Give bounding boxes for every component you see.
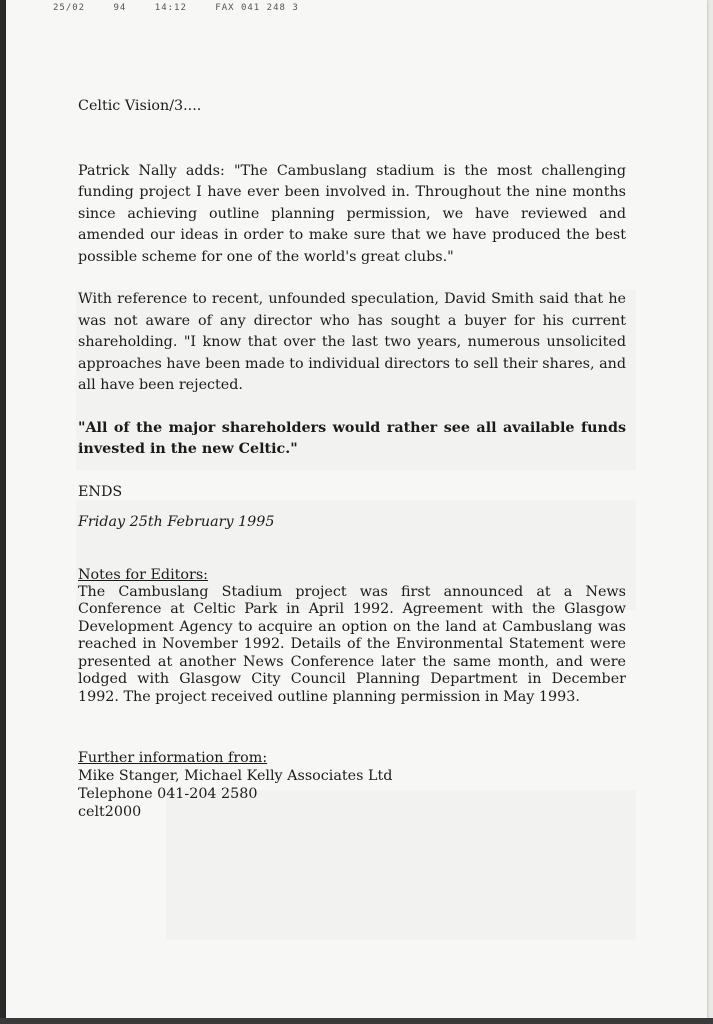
paragraph-nally-quote: Patrick Nally adds: "The Cambuslang stadium is the most challenging funding project I have ever been involved in. Throughout the nine months since achieving outline planning permission, we have reviewed and amended our ideas in order to make sure that we have produced the best possible scheme for one of the world's great clubs." [78, 162, 626, 265]
fax-time: 14:12 [154, 3, 187, 13]
notes-heading: Notes for Editors: [78, 566, 208, 583]
paragraph-smith-statement: With reference to recent, unfounded speculation, David Smith said that he was not aware of any director who has sought a buyer for his current shareholding. "I know that over the last two years, numerous unsolicited approaches have been made to individual directors to sell their shares, and all have been rejected. [78, 291, 626, 393]
release-date: Friday 25th February 1995 [78, 514, 275, 530]
page-reference: Celtic Vision/3.... [78, 98, 202, 114]
contact-code: celt2000 [78, 803, 142, 820]
fax-year: 94 [113, 3, 127, 13]
paragraph-shareholders-quote: "All of the major shareholders would rather see all available funds invested in the new Celtic." [78, 419, 626, 457]
ends-marker: ENDS [78, 483, 123, 500]
contact-telephone: Telephone 041-204 2580 [78, 785, 258, 802]
further-info-heading: Further information from: [78, 749, 268, 766]
notes-body: The Cambuslang Stadium project was first announced at a News Conference at Celtic Park in April 1992. Agreement with the Glasgow Development Agency to acquire an option on the land at Cambuslang was reached in November 1992. Details of the Environmental Statement were presented at another News Conference later the same month, and were lodged with Glasgow City Council Planning Department in December 1992. The project received outline planning permission in May 1993. [78, 583, 626, 706]
document-body [78, 96, 626, 821]
fax-line: FAX 041 248 3 [215, 3, 299, 13]
contact-name: Mike Stanger, Michael Kelly Associates Ltd [78, 767, 393, 784]
document-page [6, 0, 707, 1020]
scan-edge-bottom [0, 1018, 713, 1024]
fax-date: 25/02 [53, 3, 86, 13]
fax-header [53, 3, 573, 13]
